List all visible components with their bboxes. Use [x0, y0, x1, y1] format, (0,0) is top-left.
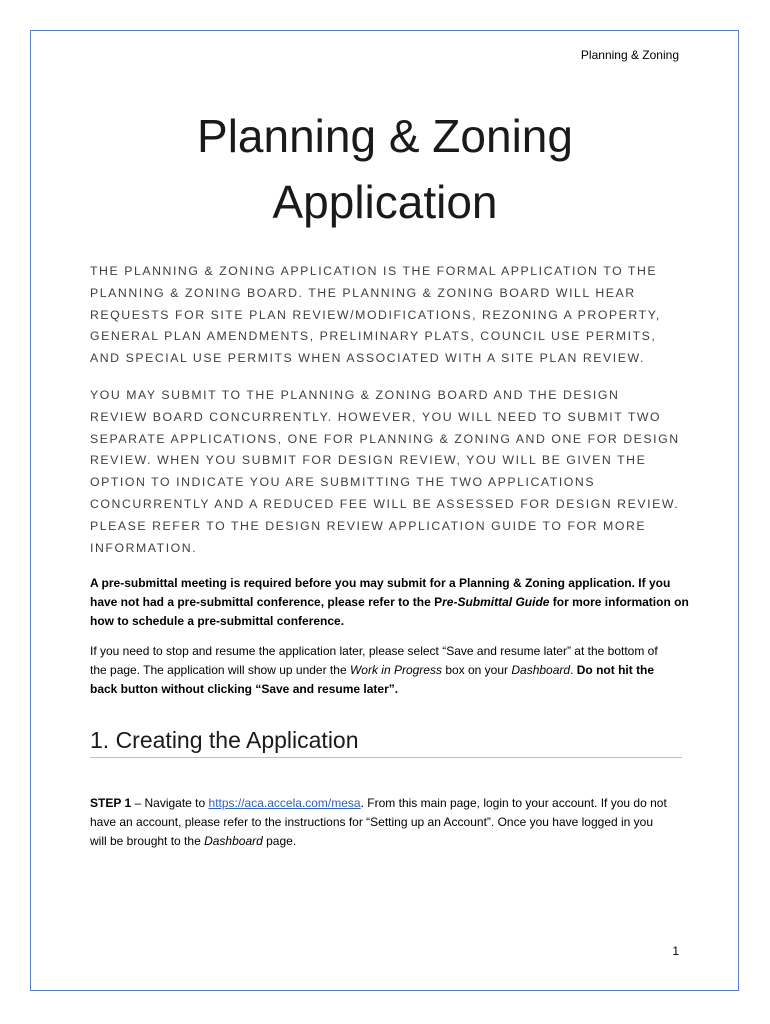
bold-text: [90, 595, 689, 609]
text-run: .: [570, 663, 577, 677]
page-number: 1: [672, 944, 679, 958]
text-line: REVIEW BOARD CONCURRENTLY. HOWEVER, YOU WILL NEED TO SUBMIT TWO: [90, 409, 662, 424]
bold-text: back button without clicking “Save and resume later”.: [90, 682, 399, 696]
text-run: the page. The application will show up under the: [90, 663, 350, 677]
text-line: REQUESTS FOR SITE PLAN REVIEW/MODIFICATIONS, REZONING A PROPERTY,: [90, 307, 661, 322]
text-line: [90, 612, 690, 631]
text-run: for more information on: [549, 595, 689, 609]
bold-text: A pre-submittal meeting is required before you may submit for a Planning & Zoning application. If you: [90, 576, 671, 590]
presubmittal-note: [90, 574, 690, 631]
guide-reference: re-Submittal Guide: [442, 595, 550, 609]
work-in-progress-term: Work in Progress: [349, 663, 442, 677]
text-line: PLEASE REFER TO THE DESIGN REVIEW APPLICATION GUIDE TO FOR MORE: [90, 518, 647, 533]
text-run: . From this main page, login to your account. If you do not: [360, 796, 667, 810]
dashboard-term: Dashboard: [204, 834, 263, 848]
text-line: INFORMATION.: [90, 540, 198, 555]
text-line: REVIEW. WHEN YOU SUBMIT FOR DESIGN REVIEW, YOU WILL BE GIVEN THE: [90, 453, 647, 468]
bold-text: how to schedule a pre-submittal conference.: [90, 614, 345, 628]
text-line: If you need to stop and resume the application later, please select “Save and resume later” at the bottom of: [90, 644, 658, 658]
accela-link[interactable]: https://aca.accela.com/mesa: [208, 796, 361, 810]
text-line: have an account, please refer to the instructions for “Setting up an Account”. Once you have logged in you: [90, 815, 654, 829]
text-line: [90, 661, 690, 680]
text-run: box on your: [441, 663, 512, 677]
text-run: – Navigate to: [131, 796, 209, 810]
text-line: [90, 574, 690, 593]
intro-paragraph-2: [90, 385, 690, 559]
bold-text: Do not hit the: [576, 663, 655, 677]
text-line: CONCURRENTLY AND A REDUCED FEE WILL BE ASSESSED FOR DESIGN REVIEW.: [90, 496, 680, 511]
running-header: Planning & Zoning: [580, 48, 679, 62]
title-line: Planning & Zoning: [197, 110, 573, 162]
text-line: [90, 680, 690, 699]
text-line: [90, 794, 690, 813]
title-line: Application: [272, 176, 498, 228]
step-label: STEP 1: [90, 796, 132, 810]
text-run: have not had a pre-submittal conference, please refer to the P: [90, 595, 443, 609]
text-line: YOU MAY SUBMIT TO THE PLANNING & ZONING BOARD AND THE DESIGN: [90, 388, 620, 402]
section-heading: 1. Creating the Application: [90, 724, 682, 758]
text-run: will be brought to the: [90, 834, 205, 848]
text-line: [90, 593, 690, 612]
text-line: OPTION TO INDICATE YOU ARE SUBMITTING THE TWO APPLICATIONS: [90, 475, 596, 490]
page-title: [90, 103, 680, 235]
dashboard-term: Dashboard: [511, 663, 571, 677]
step-1-instructions: [90, 794, 690, 851]
intro-paragraph-1: [90, 261, 690, 370]
text-line: PLANNING & ZONING BOARD. THE PLANNING & ZONING BOARD WILL HEAR: [90, 285, 636, 300]
text-line: SEPARATE APPLICATIONS, ONE FOR PLANNING & ZONING AND ONE FOR DESIGN: [90, 431, 680, 446]
text-run: page.: [262, 834, 297, 848]
text-line: AND SPECIAL USE PERMITS WHEN ASSOCIATED WITH A SITE PLAN REVIEW.: [90, 351, 645, 366]
text-line: THE PLANNING & ZONING APPLICATION IS THE FORMAL APPLICATION TO THE: [90, 264, 658, 278]
text-line: [90, 832, 690, 851]
save-resume-note: [90, 642, 690, 699]
text-line: GENERAL PLAN AMENDMENTS, PRELIMINARY PLATS, COUNCIL USE PERMITS,: [90, 329, 657, 344]
